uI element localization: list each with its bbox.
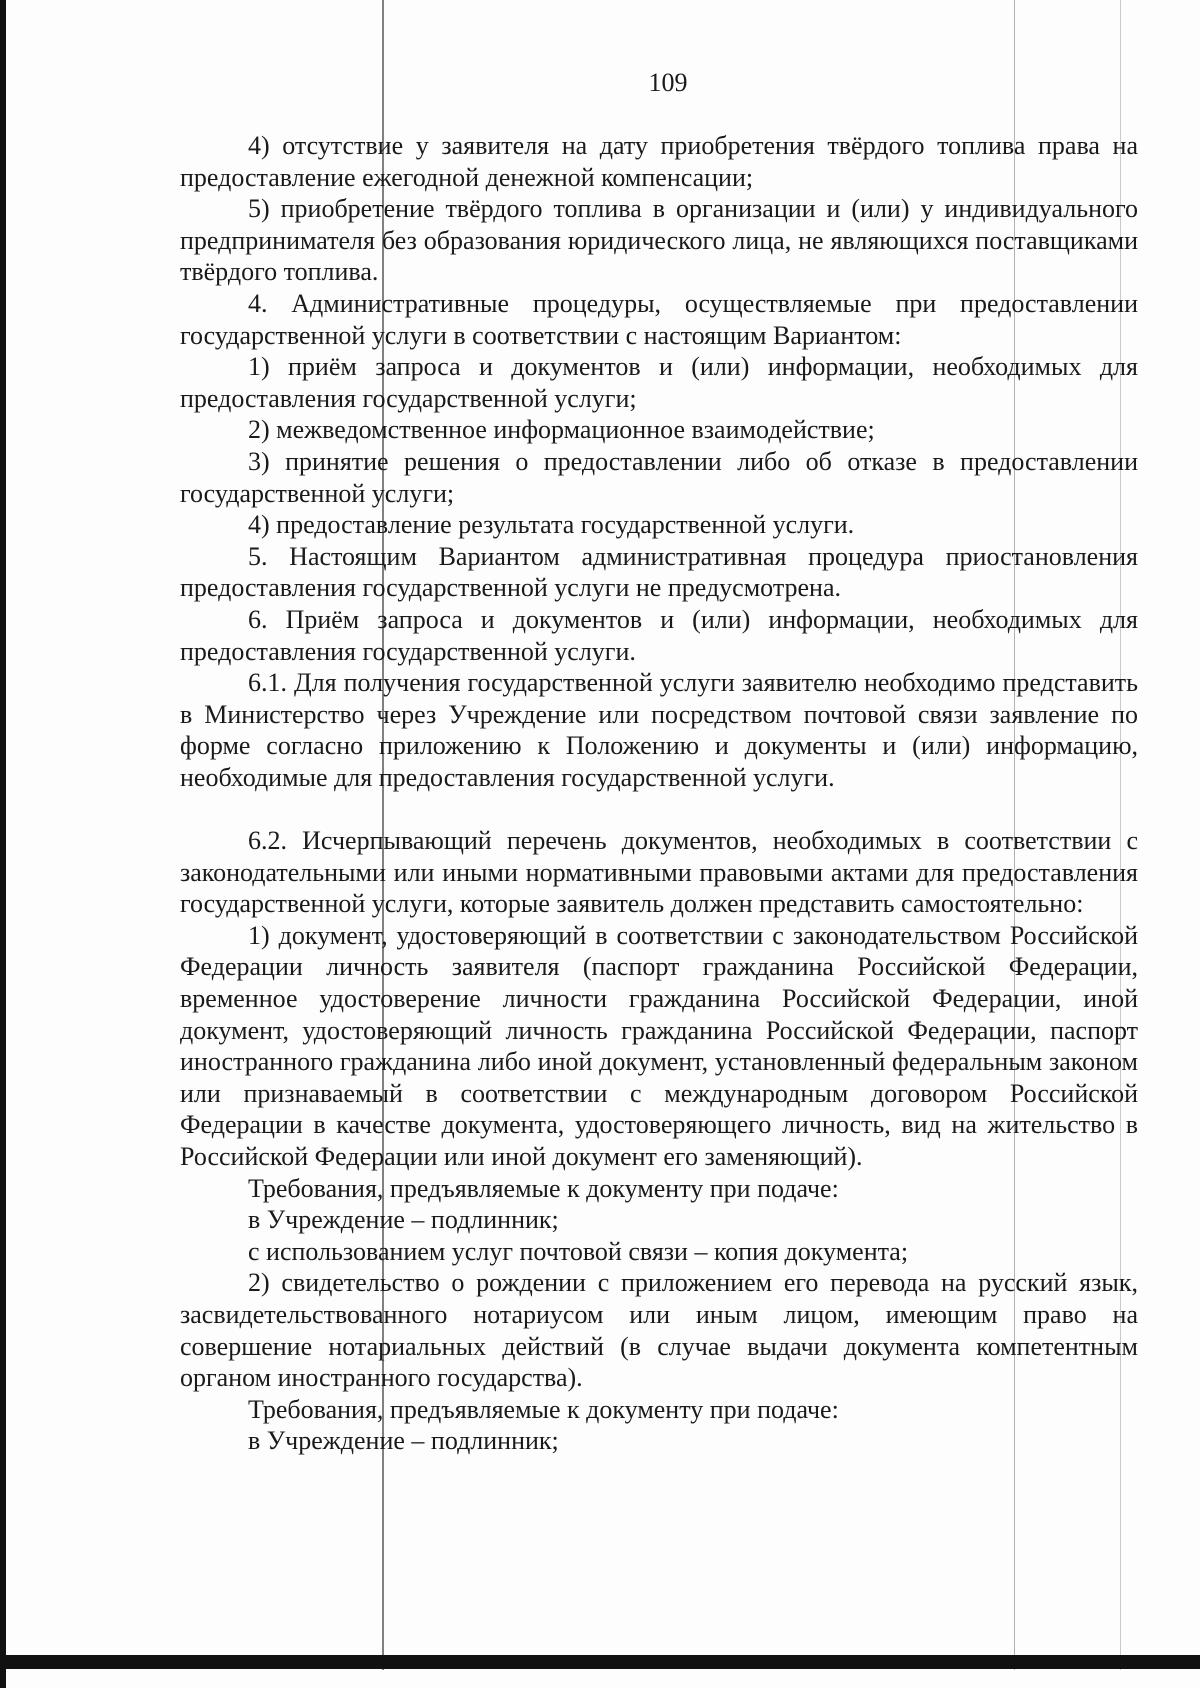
- paragraph: 6. Приём запроса и документов и (или) информации, необходимых для предоставления государственной услуги.: [180, 604, 1138, 666]
- paragraph: 4) предоставление результата государственной услуги.: [248, 510, 855, 540]
- paragraph: 6.2. Исчерпывающий перечень документов, необходимых в соответствии с законодательными или иными нормативными правовыми актами для предоставления государственной услуги, которые заявитель должен представить самостоятельно:: [180, 826, 1138, 919]
- paragraph: 1) приём запроса и документов и (или) информации, необходимых для предоставления государственной услуги;: [180, 352, 1138, 413]
- paragraph: Требования, предъявляемые к документу при подаче:: [248, 1394, 839, 1424]
- paragraph: 2) межведомственное информационное взаимодействие;: [248, 415, 875, 445]
- paragraph: 2) свидетельство о рождении с приложением его перевода на русский язык, засвидетельствованного нотариусом или иным лицом, имеющим право на совершение нотариальных действий (в случае выдачи документа компетентным органом иностранного государства).: [180, 1268, 1138, 1393]
- paragraph: Требования, предъявляемые к документу при подаче:: [248, 1173, 839, 1203]
- scan-bottom-border: [0, 1655, 1200, 1669]
- paragraph: 4) отсутствие у заявителя на дату приобретения твёрдого топлива права на предоставление ежегодной денежной компенсации;: [180, 131, 1138, 192]
- paragraph: 5. Настоящим Вариантом административная процедура приостановления предоставления государственной услуги не предусмотрена.: [180, 541, 1138, 603]
- paragraph: 3) принятие решения о предоставлении либо об отказе в предоставлении государственной услуги;: [180, 446, 1138, 508]
- paragraph: 4. Административные процедуры, осуществляемые при предоставлении государственной услуги в соответствии с настоящим Вариантом:: [180, 288, 1138, 350]
- scan-left-border: [0, 0, 6, 1688]
- paragraph: с использованием услуг почтовой связи – копия документа;: [248, 1236, 909, 1266]
- paragraph: 6.1. Для получения государственной услуги заявителю необходимо представить в Министерство через Учреждение или посредством почтовой связи заявление по форме согласно приложению к Положению и документы и (или) информацию, необходимые для предоставления государственной услуги.: [180, 668, 1138, 792]
- paragraph: 5) приобретение твёрдого топлива в организации и (или) у индивидуального предпринимателя без образования юридического лица, не являющихся поставщиками твёрдого топлива.: [180, 194, 1138, 287]
- paragraph: в Учреждение – подлинник;: [248, 1426, 559, 1456]
- paragraph: 1) документ, удостоверяющий в соответствии с законодательством Российской Федерации личность заявителя (паспорт гражданина Российской Федерации, временное удостоверение личности гражданина Российской Федерации, иной документ, удостоверяющий личность гражданина Российской Федерации, паспорт иностранного гражданина либо иной документ, установленный федеральным законом или признаваемый в соответствии с международным договором Российской Федерации в качестве документа, удостоверяющего личность, вид на жительство в Российской Федерации или иной документ его заменяющий).: [180, 920, 1138, 1171]
- paragraph: в Учреждение – подлинник;: [248, 1205, 559, 1235]
- document-body: [180, 130, 1138, 1457]
- page-number: 109: [648, 68, 688, 97]
